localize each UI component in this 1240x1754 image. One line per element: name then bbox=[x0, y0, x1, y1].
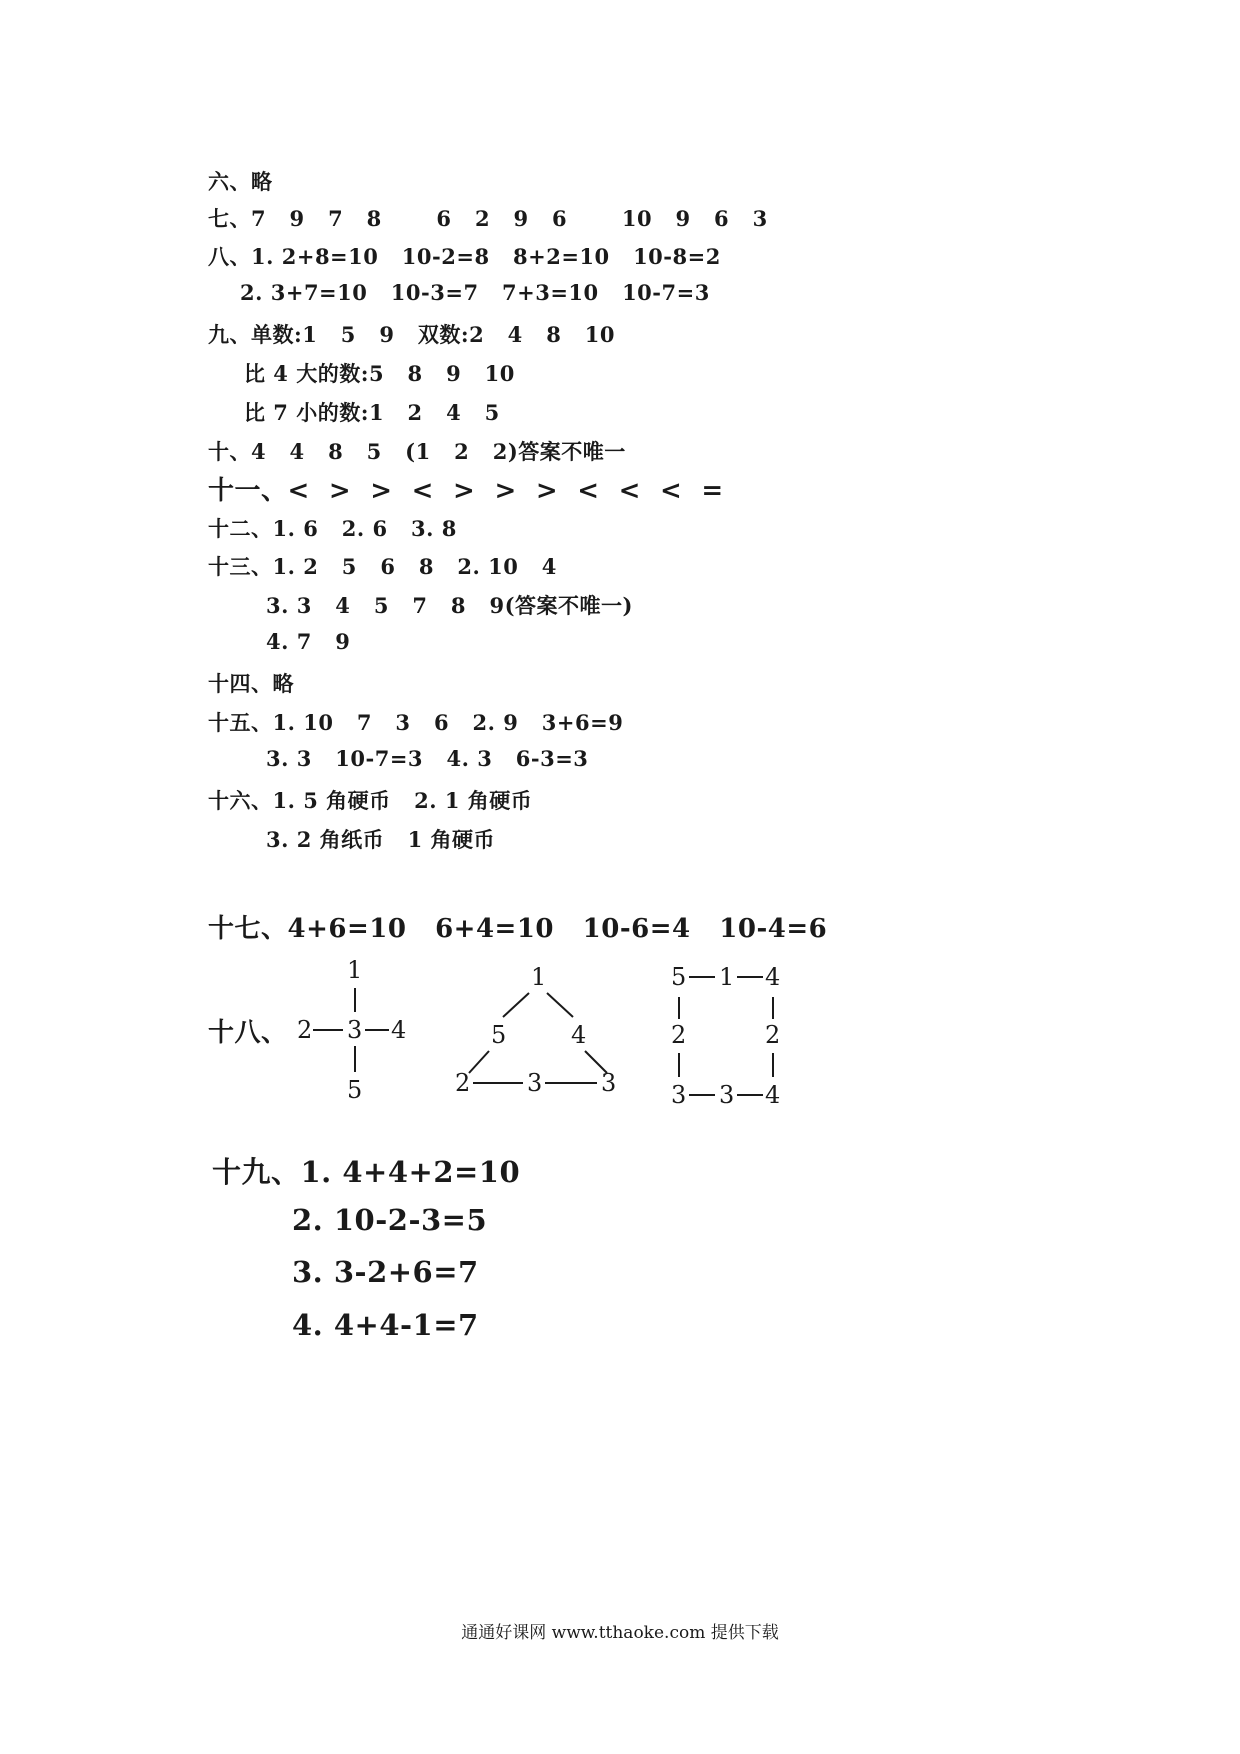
square-bottom-mid-number: 3 bbox=[719, 1081, 735, 1109]
triangle-left-lower-line bbox=[469, 1051, 489, 1073]
answer-17: 十七、4+6=10 6+4=10 10-6=4 10-4=6 bbox=[208, 914, 828, 944]
answer-15-line-1: 十五、1. 10 7 3 6 2. 9 3+6=9 bbox=[208, 710, 624, 735]
answer-19-line-3: 3. 3-2+6=7 bbox=[292, 1255, 479, 1289]
cross-top-number: 1 bbox=[347, 956, 363, 984]
footer-credit: 通通好课网 www.tthaoke.com 提供下载 bbox=[461, 1623, 779, 1643]
answer-10: 十、4 4 8 5 (1 2 2)答案不唯一 bbox=[208, 439, 626, 464]
answer-13-line-3: 4. 7 9 bbox=[266, 629, 351, 654]
square-diagram bbox=[665, 955, 795, 1115]
triangle-bottom-left-number: 2 bbox=[455, 1069, 471, 1097]
answer-8-line-2: 2. 3+7=10 10-3=7 7+3=10 10-7=3 bbox=[240, 280, 710, 305]
triangle-left-side-number: 5 bbox=[491, 1021, 507, 1049]
answer-9-line-2: 比 4 大的数:5 8 9 10 bbox=[244, 361, 515, 386]
answer-19-line-1: 十九、1. 4+4+2=10 bbox=[212, 1155, 521, 1189]
answer-12: 十二、1. 6 2. 6 3. 8 bbox=[208, 516, 457, 541]
answer-19-line-4: 4. 4+4-1=7 bbox=[292, 1308, 479, 1342]
answer-11: 十一、< > > < > > > < < < = bbox=[208, 476, 724, 506]
triangle-right-upper-line bbox=[547, 993, 573, 1017]
cross-diagram bbox=[285, 950, 425, 1110]
cross-right-number: 4 bbox=[391, 1016, 407, 1044]
answer-16-line-2: 3. 2 角纸币 1 角硬币 bbox=[266, 827, 496, 852]
triangle-bottom-right-number: 3 bbox=[601, 1069, 617, 1097]
cross-bottom-number: 5 bbox=[347, 1076, 363, 1104]
answer-7: 七、7 9 7 8 6 2 9 6 10 9 6 3 bbox=[208, 206, 768, 231]
cross-left-number: 2 bbox=[297, 1016, 313, 1044]
square-top-mid-number: 1 bbox=[719, 963, 735, 991]
answer-13-line-1: 十三、1. 2 5 6 8 2. 10 4 bbox=[208, 554, 557, 579]
answer-8-line-1: 八、1. 2+8=10 10-2=8 8+2=10 10-8=2 bbox=[208, 244, 721, 269]
square-top-right-number: 4 bbox=[765, 963, 781, 991]
triangle-left-upper-line bbox=[503, 993, 529, 1017]
answer-16-line-1: 十六、1. 5 角硬币 2. 1 角硬币 bbox=[208, 788, 533, 813]
square-bottom-right-number: 4 bbox=[765, 1081, 781, 1109]
answer-14: 十四、略 bbox=[208, 671, 294, 696]
square-mid-right-number: 2 bbox=[765, 1021, 781, 1049]
triangle-bottom-mid-number: 3 bbox=[527, 1069, 543, 1097]
square-bottom-left-number: 3 bbox=[671, 1081, 687, 1109]
answer-15-line-2: 3. 3 10-7=3 4. 3 6-3=3 bbox=[266, 746, 589, 771]
square-mid-left-number: 2 bbox=[671, 1021, 687, 1049]
triangle-right-side-number: 4 bbox=[571, 1021, 587, 1049]
square-top-left-number: 5 bbox=[671, 963, 687, 991]
answer-9-line-1: 九、单数:1 5 9 双数:2 4 8 10 bbox=[208, 322, 615, 347]
cross-center-number: 3 bbox=[347, 1016, 363, 1044]
answer-6: 六、略 bbox=[208, 169, 273, 194]
triangle-apex-number: 1 bbox=[531, 963, 547, 991]
answer-9-line-3: 比 7 小的数:1 2 4 5 bbox=[244, 400, 500, 425]
answer-18-label: 十八、 bbox=[208, 1018, 288, 1048]
triangle-diagram bbox=[445, 955, 635, 1105]
answer-13-line-2: 3. 3 4 5 7 8 9(答案不唯一) bbox=[266, 593, 633, 618]
answer-19-line-2: 2. 10-2-3=5 bbox=[292, 1203, 488, 1237]
